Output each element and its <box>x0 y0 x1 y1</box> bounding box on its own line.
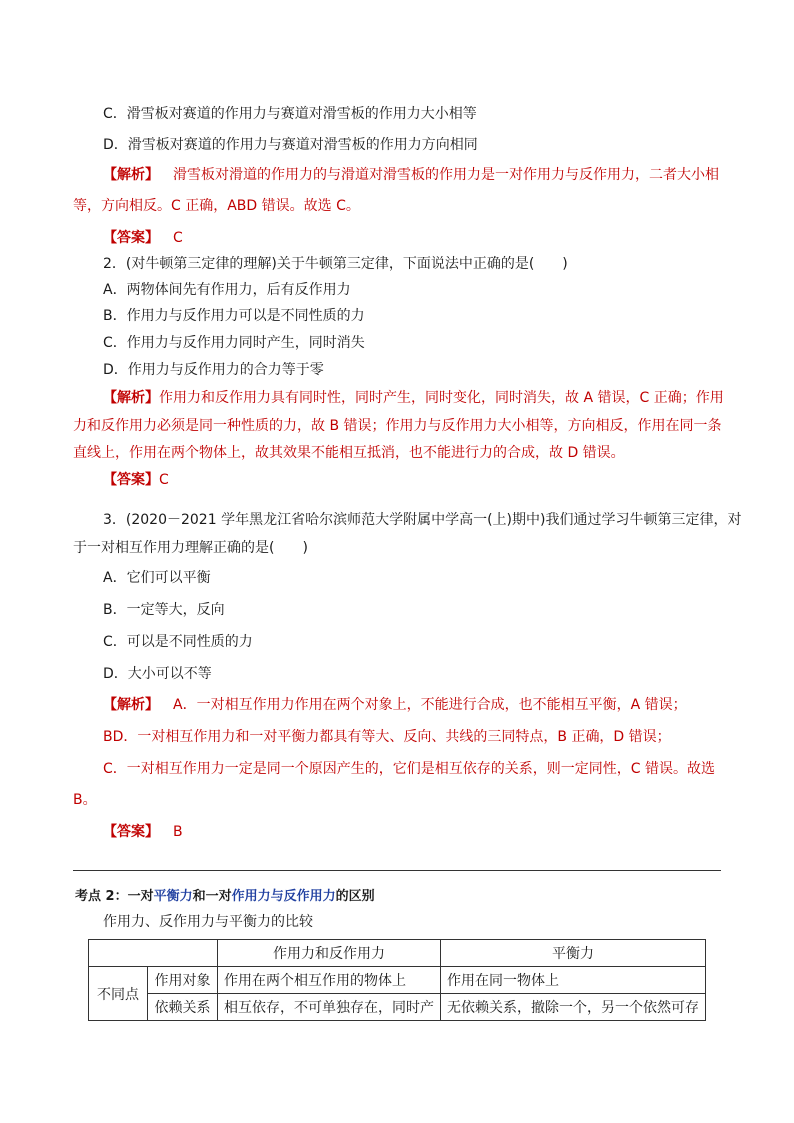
q3-stem-line1: 3．(2020－2021 学年黑龙江省哈尔滨师范大学附属中学高一(上)期中)我们通过学习牛顿第三定律，对 <box>103 512 742 528</box>
answer-label: 【答案】 <box>103 230 159 246</box>
q1-analysis-line1 <box>103 165 719 185</box>
table-cell: 相互依存，不可单独存在，同时产 <box>218 994 441 1021</box>
q3-answer <box>103 822 183 842</box>
kaodian-term2: 作用力与反作用力 <box>231 889 336 904</box>
kaodian-term1: 平衡力 <box>153 889 193 904</box>
table-header-empty <box>89 940 218 967</box>
kaodian-prefix: 考点 2：一对 <box>75 889 154 904</box>
table-caption: 作用力、反作用力与平衡力的比较 <box>103 914 313 930</box>
table-row <box>89 967 706 994</box>
kaodian-suffix: 的区别 <box>335 889 375 904</box>
q3-option-a: A．它们可以平衡 <box>103 570 211 586</box>
table-group-label: 不同点 <box>89 967 148 1021</box>
analysis-label: 【解析】 <box>103 167 159 183</box>
answer-label: 【答案】 <box>103 824 159 840</box>
q2-option-c: C．作用力与反作用力同时产生，同时消失 <box>103 335 365 351</box>
q2-option-b: B．作用力与反作用力可以是不同性质的力 <box>103 308 365 324</box>
table-cell: 作用在同一物体上 <box>441 967 706 994</box>
answer-value: B <box>173 824 183 840</box>
analysis-label: 【解析】 <box>103 697 159 713</box>
kaodian-heading <box>75 888 375 906</box>
q3-analysis-line4: B。 <box>73 792 97 808</box>
analysis-text: A．一对相互作用力作用在两个对象上，不能进行合成，也不能相互平衡，A 错误； <box>173 697 687 713</box>
table-header-balance: 平衡力 <box>441 940 706 967</box>
q1-option-c: C．滑雪板对赛道的作用力与赛道对滑雪板的作用力大小相等 <box>103 106 477 122</box>
kaodian-mid: 和一对 <box>192 889 232 904</box>
q3-option-b: B．一定等大，反向 <box>103 602 225 618</box>
q2-option-d: D．作用力与反作用力的合力等于零 <box>103 362 324 378</box>
q2-stem: 2．(对牛顿第三定律的理解)关于牛顿第三定律，下面说法中正确的是( ) <box>103 256 568 272</box>
section-divider <box>73 870 721 871</box>
q3-analysis-line3: C．一对相互作用力一定是同一个原因产生的，它们是相互依存的关系，则一定同性，C 错误。故选 <box>103 761 715 777</box>
comparison-table <box>88 939 706 1021</box>
answer-value: C <box>173 230 183 246</box>
q2-analysis-line3: 直线上，作用在两个物体上，故其效果不能相互抵消，也不能进行力的合成，故 D 错误。 <box>73 445 625 461</box>
q2-option-a: A．两物体间先有作用力，后有反作用力 <box>103 282 351 298</box>
q1-analysis-line2: 等，方向相反。C 正确，ABD 错误。故选 C。 <box>73 198 360 214</box>
q1-answer <box>103 228 183 248</box>
answer-label: 【答案】 <box>103 472 159 488</box>
q1-option-d: D．滑雪板对赛道的作用力与赛道对滑雪板的作用力方向相同 <box>103 137 478 153</box>
answer-value: C <box>159 472 169 488</box>
table-row <box>89 994 706 1021</box>
q2-analysis-line2: 力和反作用力必须是同一种性质的力，故 B 错误；作用力与反作用力大小相等，方向相反，作用在同一条 <box>73 418 722 434</box>
q3-option-c: C．可以是不同性质的力 <box>103 634 253 650</box>
analysis-text: 作用力和反作用力具有同时性，同时产生，同时变化，同时消失，故 A 错误，C 正确；作用 <box>159 390 724 406</box>
q3-analysis-line2: BD．一对相互作用力和一对平衡力都具有等大、反向、共线的三同特点，B 正确，D 错误； <box>103 729 671 745</box>
table-row-label: 作用对象 <box>148 967 218 994</box>
table-row-label: 依赖关系 <box>148 994 218 1021</box>
q3-analysis-line1 <box>103 695 687 715</box>
q3-option-d: D．大小可以不等 <box>103 666 212 682</box>
table-header-action-reaction: 作用力和反作用力 <box>218 940 441 967</box>
q2-analysis-line1 <box>103 388 724 408</box>
q3-stem-line2: 于一对相互作用力理解正确的是( ) <box>73 540 308 556</box>
q2-answer <box>103 470 169 490</box>
table-header-row <box>89 940 706 967</box>
table-cell: 无依赖关系，撤除一个，另一个依然可存 <box>441 994 706 1021</box>
analysis-label: 【解析】 <box>103 390 159 406</box>
analysis-text: 滑雪板对滑道的作用力的与滑道对滑雪板的作用力是一对作用力与反作用力，二者大小相 <box>173 167 719 183</box>
table-cell: 作用在两个相互作用的物体上 <box>218 967 441 994</box>
